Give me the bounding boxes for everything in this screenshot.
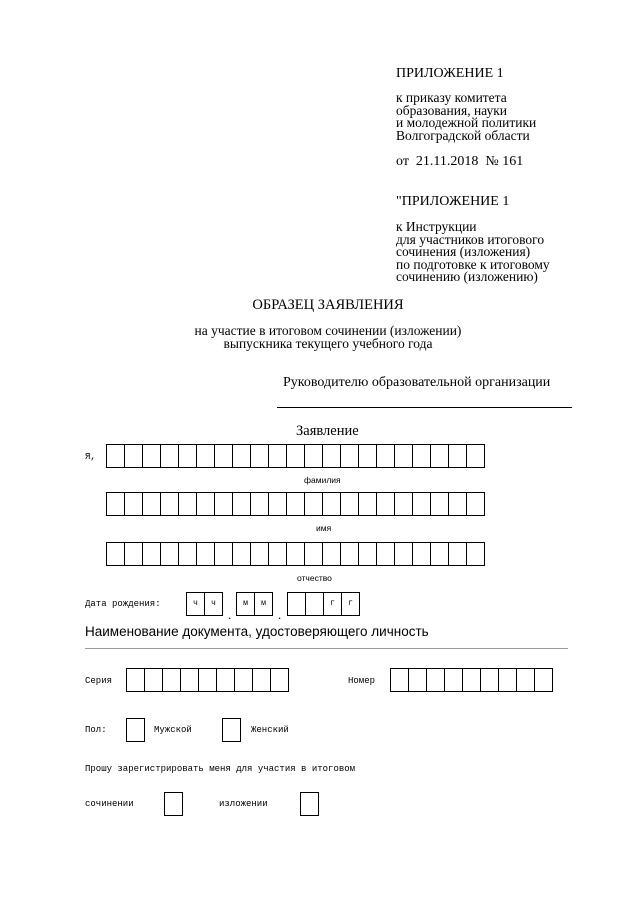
patronymic-cell[interactable] [466, 542, 485, 566]
name-cell[interactable] [376, 492, 395, 516]
surname-cell[interactable] [196, 444, 215, 468]
number-cell[interactable] [534, 668, 553, 692]
name-cell[interactable] [214, 492, 233, 516]
male-label: Мужской [154, 725, 192, 735]
patronymic-cell[interactable] [250, 542, 269, 566]
birth-day-cell[interactable]: ч [204, 592, 223, 616]
patronymic-cell[interactable] [340, 542, 359, 566]
number-cell[interactable] [444, 668, 463, 692]
surname-cell[interactable] [214, 444, 233, 468]
birth-day-cell[interactable]: ч [186, 592, 205, 616]
statement-heading: Заявление [296, 423, 359, 439]
patronymic-cell[interactable] [142, 542, 161, 566]
addressee-line [277, 407, 572, 408]
birth-month-cell[interactable]: м [254, 592, 273, 616]
birth-year-cell[interactable]: г [341, 592, 360, 616]
patronymic-cell[interactable] [448, 542, 467, 566]
surname-cell[interactable] [340, 444, 359, 468]
surname-cell[interactable] [358, 444, 377, 468]
date-separator: . [228, 607, 232, 622]
patronymic-cell[interactable] [214, 542, 233, 566]
addressee: Руководителю образовательной организации [283, 375, 551, 390]
patronymic-cell[interactable] [124, 542, 143, 566]
number-cell[interactable] [516, 668, 535, 692]
birth-year-cell[interactable]: г [323, 592, 342, 616]
appendix-reference: к приказу комитета образования, науки и молодежной политики Волгоградской области [396, 90, 537, 143]
surname-cell[interactable] [160, 444, 179, 468]
name-cell[interactable] [412, 492, 431, 516]
name-cell[interactable] [448, 492, 467, 516]
surname-cell[interactable] [286, 444, 305, 468]
surname-cell[interactable] [232, 444, 251, 468]
male-checkbox[interactable] [126, 718, 145, 742]
surname-cell[interactable] [322, 444, 341, 468]
number-cell[interactable] [426, 668, 445, 692]
order-line: от 21.11.2018 № 161 [396, 154, 524, 169]
series-cell[interactable] [216, 668, 235, 692]
surname-caption: фамилия [304, 475, 341, 485]
request-text: Прошу зарегистрировать меня для участия в итоговом [85, 764, 356, 774]
name-cell[interactable] [466, 492, 485, 516]
patronymic-cell[interactable] [376, 542, 395, 566]
form-subtitle: на участие в итоговом сочинении (изложении) выпускника текущего учебного года [194, 323, 462, 351]
surname-cell[interactable] [250, 444, 269, 468]
surname-cell[interactable] [142, 444, 161, 468]
series-cell[interactable] [198, 668, 217, 692]
birth-month-cell[interactable]: м [236, 592, 255, 616]
series-label: Серия [85, 676, 113, 686]
surname-cell[interactable] [178, 444, 197, 468]
patronymic-cell[interactable] [286, 542, 305, 566]
patronymic-cell[interactable] [430, 542, 449, 566]
appendix-title-2: "ПРИЛОЖЕНИЕ 1 [396, 194, 510, 209]
birth-month-cells[interactable] [236, 592, 273, 616]
name-caption: имя [316, 523, 332, 533]
surname-cell[interactable] [466, 444, 485, 468]
i-label: Я, [85, 452, 96, 462]
series-cells[interactable] [126, 668, 289, 692]
surname-cell[interactable] [430, 444, 449, 468]
series-cell[interactable] [126, 668, 145, 692]
patronymic-cell[interactable] [358, 542, 377, 566]
patronymic-cell[interactable] [196, 542, 215, 566]
name-cell[interactable] [178, 492, 197, 516]
birth-year-cells[interactable] [287, 592, 360, 616]
name-cell[interactable] [124, 492, 143, 516]
female-checkbox[interactable] [222, 718, 241, 742]
number-cells[interactable] [390, 668, 553, 692]
id-document-heading: Наименование документа, удостоверяющего личность [85, 624, 429, 639]
patronymic-cell[interactable] [232, 542, 251, 566]
patronymic-cell[interactable] [268, 542, 287, 566]
surname-cell[interactable] [412, 444, 431, 468]
patronymic-caption: отчество [297, 573, 332, 583]
name-cell[interactable] [250, 492, 269, 516]
patronymic-cells[interactable] [106, 542, 485, 566]
patronymic-cell[interactable] [394, 542, 413, 566]
patronymic-cell[interactable] [178, 542, 197, 566]
exposition-checkbox[interactable] [300, 792, 319, 816]
sex-label: Пол: [85, 725, 107, 735]
series-cell[interactable] [162, 668, 181, 692]
essay-checkbox[interactable] [164, 792, 183, 816]
birth-year-cell[interactable] [287, 592, 306, 616]
appendix-title: ПРИЛОЖЕНИЕ 1 [396, 66, 504, 81]
birth-day-cells[interactable] [186, 592, 223, 616]
name-cell[interactable] [106, 492, 125, 516]
number-label: Номер [348, 676, 376, 686]
essay-label: сочинении [85, 799, 134, 809]
name-cell[interactable] [286, 492, 305, 516]
name-cell[interactable] [232, 492, 251, 516]
name-cell[interactable] [430, 492, 449, 516]
series-cell[interactable] [180, 668, 199, 692]
series-cell[interactable] [144, 668, 163, 692]
surname-cells[interactable] [106, 444, 485, 468]
name-cell[interactable] [304, 492, 323, 516]
patronymic-cell[interactable] [322, 542, 341, 566]
id-document-line [85, 648, 568, 649]
name-cell[interactable] [160, 492, 179, 516]
name-cell[interactable] [268, 492, 287, 516]
series-cell[interactable] [252, 668, 271, 692]
patronymic-cell[interactable] [106, 542, 125, 566]
form-title: ОБРАЗЕЦ ЗАЯВЛЕНИЯ [252, 297, 404, 313]
name-cell[interactable] [340, 492, 359, 516]
patronymic-cell[interactable] [304, 542, 323, 566]
appendix-reference-2: к Инструкции для участников итогового сочинения (изложения) по подготовке к итоговому сочинению (изложению) [396, 219, 550, 284]
surname-cell[interactable] [394, 444, 413, 468]
surname-cell[interactable] [376, 444, 395, 468]
number-cell[interactable] [462, 668, 481, 692]
surname-cell[interactable] [268, 444, 287, 468]
name-cell[interactable] [394, 492, 413, 516]
surname-cell[interactable] [448, 444, 467, 468]
number-cell[interactable] [480, 668, 499, 692]
surname-cell[interactable] [304, 444, 323, 468]
number-cell[interactable] [390, 668, 409, 692]
series-cell[interactable] [234, 668, 253, 692]
exposition-label: изложении [219, 799, 268, 809]
birth-date-label: Дата рождения: [85, 599, 161, 609]
number-cell[interactable] [408, 668, 427, 692]
patronymic-cell[interactable] [412, 542, 431, 566]
series-cell[interactable] [270, 668, 289, 692]
name-cell[interactable] [358, 492, 377, 516]
surname-cell[interactable] [106, 444, 125, 468]
surname-cell[interactable] [124, 444, 143, 468]
name-cell[interactable] [322, 492, 341, 516]
name-cells[interactable] [106, 492, 485, 516]
date-separator: . [278, 607, 282, 622]
patronymic-cell[interactable] [160, 542, 179, 566]
female-label: Женский [251, 725, 289, 735]
number-cell[interactable] [498, 668, 517, 692]
name-cell[interactable] [142, 492, 161, 516]
name-cell[interactable] [196, 492, 215, 516]
birth-year-cell[interactable] [305, 592, 324, 616]
